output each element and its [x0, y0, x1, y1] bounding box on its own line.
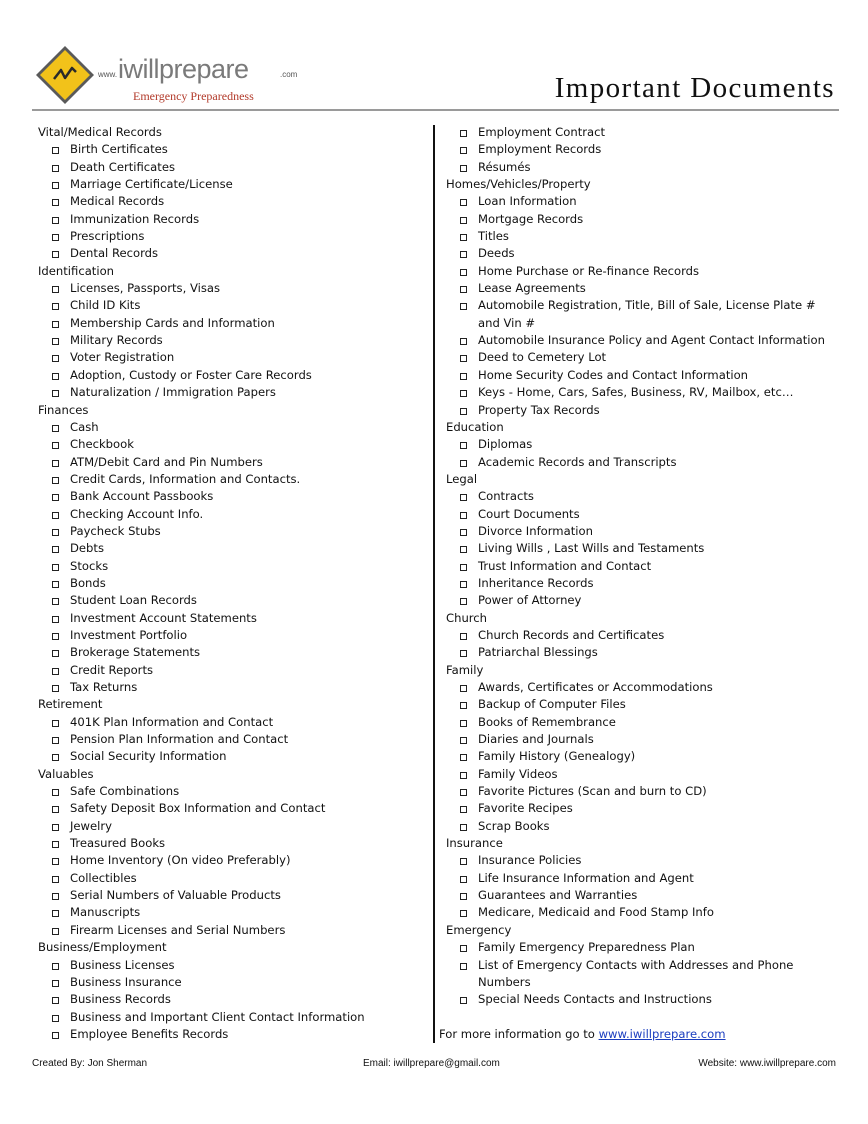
checkbox-icon[interactable]: [52, 564, 59, 571]
checkbox-icon[interactable]: [460, 286, 467, 293]
checklist-item: [446, 627, 841, 644]
checklist-item: [38, 558, 428, 575]
checklist-item-label: Scrap Books: [478, 818, 550, 833]
checkbox-icon[interactable]: [52, 390, 59, 397]
checklist-item: [38, 748, 428, 765]
checkbox-icon[interactable]: [52, 529, 59, 536]
checkbox-icon[interactable]: [460, 963, 467, 970]
checkbox-icon[interactable]: [52, 165, 59, 172]
checkbox-icon[interactable]: [460, 893, 467, 900]
checklist-item-label: Business Records: [70, 992, 171, 1007]
checklist-item: [446, 540, 841, 557]
checklist-item: [446, 193, 841, 210]
checkbox-icon[interactable]: [52, 598, 59, 605]
checklist-item: [446, 870, 841, 887]
checkbox-icon[interactable]: [460, 650, 467, 657]
checkbox-icon[interactable]: [460, 824, 467, 831]
section-heading: Identification: [38, 263, 115, 278]
checklist-item-label: Insurance Policies: [478, 853, 582, 868]
checkbox-icon[interactable]: [460, 338, 467, 345]
checkbox-icon[interactable]: [52, 737, 59, 744]
checkbox-icon[interactable]: [52, 303, 59, 310]
checklist-item: [38, 141, 428, 158]
checklist-item: [38, 957, 428, 974]
checklist-item: [38, 315, 428, 332]
logo-tagline: Emergency Preparedness: [133, 89, 254, 103]
checkbox-icon[interactable]: [52, 442, 59, 449]
checkbox-icon[interactable]: [460, 564, 467, 571]
checkbox-icon[interactable]: [52, 720, 59, 727]
checkbox-icon[interactable]: [460, 997, 467, 1004]
checkbox-icon[interactable]: [460, 546, 467, 553]
checklist-item-label: Employment Records: [478, 142, 602, 157]
checkbox-icon[interactable]: [52, 251, 59, 258]
checklist-item-label: Employee Benefits Records: [70, 1026, 229, 1041]
checklist-item-label: Safe Combinations: [70, 784, 180, 799]
checkbox-icon[interactable]: [460, 806, 467, 813]
checkbox-icon[interactable]: [460, 685, 467, 692]
checklist-item-label: Tax Returns: [70, 680, 138, 694]
checklist-item: [38, 332, 428, 349]
checklist-item-label: Investment Portfolio: [70, 627, 188, 642]
checklist-item-label: Credit Reports: [70, 662, 154, 677]
checklist-item: [446, 679, 841, 696]
checkbox-icon[interactable]: [52, 806, 59, 813]
checklist-item: [446, 228, 841, 245]
checklist-item: [446, 887, 841, 904]
checklist-item-label: Titles: [478, 229, 509, 244]
section-heading: Church: [446, 610, 488, 625]
footer-email: Email: iwillprepare@gmail.com: [363, 1058, 500, 1069]
checklist-item: [38, 280, 428, 297]
checklist-item: [38, 367, 428, 384]
checklist-item-label: Licenses, Passports, Visas: [70, 281, 221, 296]
section-heading: Homes/Vehicles/Property: [446, 177, 591, 192]
checkbox-icon[interactable]: [52, 199, 59, 206]
checklist-item: [38, 523, 428, 540]
checklist-item: [38, 610, 428, 627]
checkbox-icon[interactable]: [460, 737, 467, 744]
checklist-item-label: Automobile Registration, Title, Bill of Sale, License Plate # and Vin #: [478, 298, 816, 330]
logo-brand: iwillprepare: [118, 54, 249, 84]
checkbox-icon[interactable]: [52, 633, 59, 640]
checklist-item: [446, 991, 841, 1008]
checklist-item-label: Mortgage Records: [478, 211, 584, 226]
checklist-item: [38, 627, 428, 644]
checkbox-icon[interactable]: [460, 858, 467, 865]
checkbox-icon[interactable]: [52, 355, 59, 362]
section-heading: Family: [446, 662, 484, 677]
checklist-item-label: Business Licenses: [70, 957, 175, 972]
checkbox-icon[interactable]: [460, 303, 467, 310]
checklist-item-label: Power of Attorney: [478, 593, 582, 608]
checklist-item: [38, 575, 428, 592]
checkbox-icon[interactable]: [460, 754, 467, 761]
checklist-item: [38, 419, 428, 436]
checklist-item-label: Favorite Pictures (Scan and burn to CD): [478, 784, 707, 799]
logo-www: www.: [98, 70, 118, 79]
checkbox-icon[interactable]: [460, 408, 467, 415]
checklist-item: [38, 852, 428, 869]
section-heading: Vital/Medical Records: [38, 125, 162, 139]
checklist-item-label: Awards, Certificates or Accommodations: [478, 680, 713, 694]
checkbox-icon[interactable]: [460, 147, 467, 154]
checklist-item: [446, 748, 841, 765]
checklist-item: [38, 731, 428, 748]
checklist-item-label: Court Documents: [478, 506, 580, 521]
checklist-item-label: Social Security Information: [70, 749, 227, 764]
checklist-item-label: Jewelry: [70, 818, 113, 833]
checkbox-icon[interactable]: [460, 494, 467, 501]
checkbox-icon[interactable]: [52, 685, 59, 692]
checkbox-icon[interactable]: [52, 650, 59, 657]
checklist-item: [38, 245, 428, 262]
checkbox-icon[interactable]: [52, 980, 59, 987]
checklist-item: [446, 436, 841, 453]
checklist-item-label: Diaries and Journals: [478, 732, 594, 747]
checklist-item-label: Credit Cards, Information and Contacts.: [70, 471, 301, 486]
checkbox-icon[interactable]: [460, 251, 467, 258]
checklist-item: [446, 384, 841, 401]
page-header: [0, 0, 868, 112]
checkbox-icon[interactable]: [460, 876, 467, 883]
column-divider: [433, 125, 435, 1043]
checklist-item: [446, 783, 841, 800]
checklist-item: [38, 506, 428, 523]
checklist-item-label: Family History (Genealogy): [478, 749, 636, 764]
checklist-item-label: Adoption, Custody or Foster Care Records: [70, 367, 312, 382]
checklist-item: [38, 193, 428, 210]
checklist-item-label: Manuscripts: [70, 905, 141, 920]
checkbox-icon[interactable]: [52, 1032, 59, 1039]
checklist-item-label: Collectibles: [70, 870, 137, 885]
checkbox-icon[interactable]: [460, 373, 467, 380]
section-heading: Business/Employment: [38, 940, 167, 955]
checklist-item-label: Home Purchase or Re-finance Records: [478, 263, 700, 278]
checklist-item-label: Home Security Codes and Contact Information: [478, 367, 749, 382]
checklist-item-label: Employment Contract: [478, 125, 606, 139]
checklist-item: [38, 974, 428, 991]
section-heading: Legal: [446, 471, 478, 486]
checklist-item-label: Guarantees and Warranties: [478, 888, 638, 903]
checklist-item: [38, 540, 428, 557]
checkbox-icon[interactable]: [460, 165, 467, 172]
checklist-item-label: Stocks: [70, 558, 109, 573]
checklist-item: [38, 714, 428, 731]
checklist-item-label: Living Wills , Last Wills and Testaments: [478, 541, 705, 556]
checkbox-icon[interactable]: [52, 858, 59, 865]
checkbox-icon[interactable]: [460, 720, 467, 727]
checklist-item-label: Life Insurance Information and Agent: [478, 870, 694, 885]
checklist-item-label: Child ID Kits: [70, 298, 141, 313]
checkbox-icon[interactable]: [52, 321, 59, 328]
checklist-item-label: Checking Account Info.: [70, 506, 204, 521]
checkbox-icon[interactable]: [460, 910, 467, 917]
checklist-item-label: List of Emergency Contacts with Addresses and Phone Numbers: [478, 957, 794, 989]
checklist-item: [446, 731, 841, 748]
checklist-item-label: Serial Numbers of Valuable Products: [70, 888, 281, 903]
checkbox-icon[interactable]: [52, 286, 59, 293]
checkbox-icon[interactable]: [52, 147, 59, 154]
checklist-item: [38, 228, 428, 245]
checkbox-icon[interactable]: [52, 963, 59, 970]
warning-diamond-icon: [34, 44, 96, 106]
checklist-item-label: Patriarchal Blessings: [478, 645, 598, 660]
checklist-item: [38, 904, 428, 921]
checklist-item-label: Keys - Home, Cars, Safes, Business, RV, Mailbox, etc…: [478, 385, 794, 400]
checklist-item-label: Business Insurance: [70, 974, 182, 989]
checklist-item-label: Naturalization / Immigration Papers: [70, 385, 276, 400]
checklist-item: [446, 592, 841, 609]
section-heading: Finances: [38, 402, 89, 417]
checklist-item-label: Church Records and Certificates: [478, 627, 665, 642]
checkbox-icon[interactable]: [52, 876, 59, 883]
checklist-item-label: ATM/Debit Card and Pin Numbers: [70, 454, 263, 469]
checklist-item: [38, 644, 428, 661]
checklist-item-label: Bank Account Passbooks: [70, 489, 214, 504]
checklist-item-label: Marriage Certificate/License: [70, 177, 233, 192]
checklist-item-label: Family Videos: [478, 766, 558, 781]
checkbox-icon[interactable]: [460, 945, 467, 952]
checklist-item-label: Military Records: [70, 333, 163, 348]
checklist-item-label: Diplomas: [478, 437, 533, 452]
section-heading: Retirement: [38, 697, 103, 712]
checklist-item: [446, 904, 841, 921]
checkbox-icon[interactable]: [52, 460, 59, 467]
checkbox-icon[interactable]: [460, 234, 467, 241]
checklist-item-label: Loan Information: [478, 194, 577, 209]
checklist-item: [38, 384, 428, 401]
checklist-item-label: Bonds: [70, 575, 106, 590]
checklist-item-label: Cash: [70, 419, 99, 434]
page-title: Important Documents: [554, 72, 835, 104]
checklist-item: [446, 402, 841, 419]
checklist-item-label: Favorite Recipes: [478, 801, 573, 816]
checkbox-icon[interactable]: [460, 460, 467, 467]
checkbox-icon[interactable]: [52, 754, 59, 761]
section-heading: Valuables: [38, 766, 94, 781]
checklist-item: [446, 957, 841, 992]
checklist-item: [446, 714, 841, 731]
section-heading: Emergency: [446, 922, 512, 937]
checklist-item-label: Backup of Computer Files: [478, 697, 626, 712]
checklist-item: [446, 852, 841, 869]
checkbox-icon[interactable]: [52, 494, 59, 501]
checklist-item-label: Contracts: [478, 489, 534, 504]
checklist-item: [38, 159, 428, 176]
checklist-item: [38, 870, 428, 887]
checklist-item: [38, 783, 428, 800]
checkbox-icon[interactable]: [460, 269, 467, 276]
checklist-item: [38, 436, 428, 453]
footer-website: Website: www.iwillprepare.com: [698, 1058, 836, 1069]
checkbox-icon[interactable]: [52, 338, 59, 345]
checklist-item: [446, 332, 841, 349]
checkbox-icon[interactable]: [52, 425, 59, 432]
right-column: [446, 124, 841, 1009]
footer-created-by: Created By: Jon Sherman: [32, 1058, 148, 1069]
checklist-item: [38, 679, 428, 696]
checklist-item: [446, 349, 841, 366]
more-info: [439, 1026, 726, 1043]
checklist-item-label: Property Tax Records: [478, 402, 600, 417]
checklist-item-label: Divorce Information: [478, 523, 593, 538]
section-heading: Insurance: [446, 836, 503, 851]
checklist-item-label: Family Emergency Preparedness Plan: [478, 940, 695, 955]
checklist-item-label: Checkbook: [70, 437, 134, 452]
checkbox-icon[interactable]: [460, 217, 467, 224]
checklist-item-label: Inheritance Records: [478, 575, 594, 590]
checkbox-icon[interactable]: [460, 598, 467, 605]
checklist-item: [38, 922, 428, 939]
checkbox-icon[interactable]: [52, 997, 59, 1004]
checklist-item: [38, 887, 428, 904]
checkbox-icon[interactable]: [52, 373, 59, 380]
checklist-item-label: Deeds: [478, 246, 515, 261]
more-info-link[interactable]: www.iwillprepare.com: [598, 1027, 726, 1041]
checkbox-icon[interactable]: [52, 824, 59, 831]
checkbox-icon[interactable]: [52, 928, 59, 935]
checkbox-icon[interactable]: [460, 355, 467, 362]
checklist-item-label: Debts: [70, 541, 105, 556]
checklist-item: [38, 176, 428, 193]
section-heading: Education: [446, 419, 504, 434]
checklist-item: [446, 939, 841, 956]
checklist-item-label: Voter Registration: [70, 350, 175, 365]
checklist-item: [38, 800, 428, 817]
checkbox-icon[interactable]: [460, 581, 467, 588]
checklist-item-label: Business and Important Client Contact Information: [70, 1009, 365, 1024]
checklist-item: [38, 835, 428, 852]
checkbox-icon[interactable]: [52, 234, 59, 241]
checklist-item-label: Paycheck Stubs: [70, 523, 161, 538]
checklist-item-label: Birth Certificates: [70, 142, 168, 157]
checklist-item: [38, 991, 428, 1008]
checkbox-icon[interactable]: [52, 581, 59, 588]
checklist-item: [446, 818, 841, 835]
checklist-item-label: Dental Records: [70, 246, 159, 261]
checklist-item-label: Résumés: [478, 159, 531, 174]
checkbox-icon[interactable]: [52, 910, 59, 917]
checklist-item-label: Home Inventory (On video Preferably): [70, 853, 291, 868]
checklist-item-label: Student Loan Records: [70, 593, 197, 608]
checklist-item: [446, 523, 841, 540]
checklist-item: [38, 662, 428, 679]
checklist-item-label: Trust Information and Contact: [478, 558, 652, 573]
checkbox-icon[interactable]: [52, 546, 59, 553]
logo-dotcom: .com: [280, 70, 298, 79]
checklist-item-label: Membership Cards and Information: [70, 315, 275, 330]
checklist-item-label: Special Needs Contacts and Instructions: [478, 992, 712, 1007]
checkbox-icon[interactable]: [52, 841, 59, 848]
checklist-item: [446, 280, 841, 297]
checklist-item: [446, 454, 841, 471]
checklist-item: [446, 367, 841, 384]
checklist-item-label: Treasured Books: [70, 836, 166, 851]
checkbox-icon[interactable]: [460, 390, 467, 397]
more-info-text: For more information go to: [439, 1027, 599, 1041]
checklist-item: [446, 297, 841, 332]
checklist-item: [446, 644, 841, 661]
checkbox-icon[interactable]: [460, 442, 467, 449]
checklist-item: [446, 245, 841, 262]
checkbox-icon[interactable]: [460, 772, 467, 779]
checklist-item-label: Safety Deposit Box Information and Contact: [70, 801, 326, 816]
checklist-item-label: Pension Plan Information and Contact: [70, 732, 289, 747]
checklist-item: [38, 471, 428, 488]
checkbox-icon[interactable]: [52, 893, 59, 900]
checklist-item: [38, 1026, 428, 1043]
checkbox-icon[interactable]: [460, 633, 467, 640]
checklist-item-label: Prescriptions: [70, 229, 145, 244]
checklist-item: [38, 488, 428, 505]
checklist-item-label: Automobile Insurance Policy and Agent Contact Information: [478, 333, 825, 348]
checklist-item-label: Firearm Licenses and Serial Numbers: [70, 922, 286, 937]
checkbox-icon[interactable]: [52, 1015, 59, 1022]
checklist-item: [38, 1009, 428, 1026]
checklist-item: [38, 349, 428, 366]
checkbox-icon[interactable]: [52, 217, 59, 224]
checklist-item: [446, 766, 841, 783]
checkbox-icon[interactable]: [52, 616, 59, 623]
checklist-item: [446, 263, 841, 280]
checklist-item-label: Immunization Records: [70, 211, 200, 226]
checklist-item: [446, 696, 841, 713]
checklist-item: [446, 211, 841, 228]
checklist-item-label: Deed to Cemetery Lot: [478, 350, 607, 365]
checkbox-icon[interactable]: [52, 789, 59, 796]
checklist-item-label: Medicare, Medicaid and Food Stamp Info: [478, 905, 714, 920]
checklist-item: [446, 488, 841, 505]
checklist-item: [446, 506, 841, 523]
checklist-item: [38, 211, 428, 228]
checklist-item-label: Death Certificates: [70, 159, 176, 174]
checkbox-icon[interactable]: [52, 512, 59, 519]
checklist-item: [446, 159, 841, 176]
checklist-item: [38, 297, 428, 314]
checkbox-icon[interactable]: [460, 789, 467, 796]
checkbox-icon[interactable]: [460, 199, 467, 206]
checklist-item-label: Books of Remembrance: [478, 714, 616, 729]
checklist-item-label: Lease Agreements: [478, 281, 586, 296]
checklist-item-label: Academic Records and Transcripts: [478, 454, 677, 469]
checkbox-icon[interactable]: [52, 477, 59, 484]
checklist-item: [446, 124, 841, 141]
checklist-item-label: Brokerage Statements: [70, 645, 201, 660]
left-column: [38, 124, 428, 1043]
checkbox-icon[interactable]: [460, 130, 467, 137]
checklist-item: [446, 558, 841, 575]
checkbox-icon[interactable]: [52, 182, 59, 189]
checkbox-icon[interactable]: [460, 529, 467, 536]
logo[interactable]: [34, 44, 304, 106]
page-footer: [0, 1058, 868, 1078]
checklist-item-label: 401K Plan Information and Contact: [70, 714, 274, 729]
checklist-item: [38, 818, 428, 835]
checklist-item: [446, 141, 841, 158]
checklist-item-label: Medical Records: [70, 194, 165, 209]
header-divider: [32, 109, 839, 111]
checklist-item: [446, 575, 841, 592]
checklist-item: [446, 800, 841, 817]
checklist-item: [38, 454, 428, 471]
checkbox-icon[interactable]: [460, 702, 467, 709]
checklist-item: [38, 592, 428, 609]
checklist-item-label: Investment Account Statements: [70, 610, 257, 625]
checkbox-icon[interactable]: [460, 512, 467, 519]
checkbox-icon[interactable]: [52, 668, 59, 675]
